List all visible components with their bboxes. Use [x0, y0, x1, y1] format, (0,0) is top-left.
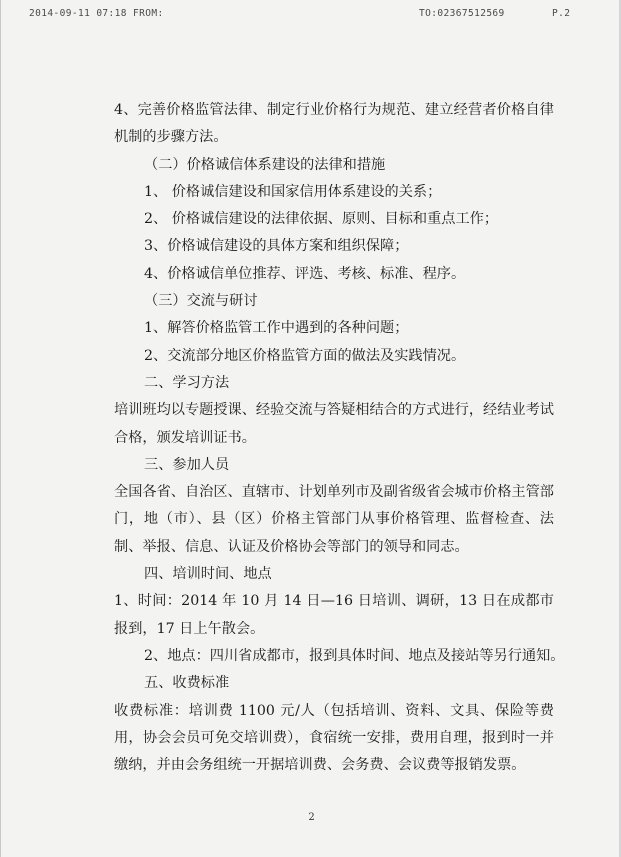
page-number: 2 [308, 812, 315, 823]
paragraph: 3、价格诚信建设的具体方案和组织保障； [144, 238, 409, 255]
paragraph: （二）价格诚信体系建设的法律和措施 [144, 156, 386, 173]
paragraph: 2、交流部分地区价格监管方面的做法及实践情况。 [144, 347, 466, 364]
paragraph: 三、参加人员 [144, 456, 230, 473]
paragraph: 1、时间：2014 年 10 月 14 日—16 日培训、调研，13 日在成都市报到，17 日上午散会。 [114, 593, 554, 637]
paragraph: 4、完善价格监管法律、制定行业价格行为规范、建立经营者价格自律机制的步骤方法。 [114, 102, 554, 146]
paragraph: （三）交流与研讨 [144, 293, 258, 310]
paragraph: 二、学习方法 [144, 374, 230, 391]
paragraph: 2、 价格诚信建设的法律依据、原则、目标和重点工作； [144, 211, 499, 228]
paragraph: 全国各省、自治区、直辖市、计划单列市及副省级省会城市价格主管部门，地（市）、县（区）价格主管部门从事价格管理、监督检查、法制、举报、信息、认证及价格协会等部门的领导和同志。 [114, 484, 554, 555]
paragraph: 2、地点：四川省成都市，报到具体时间、地点及接站等另行通知。 [144, 647, 565, 664]
fax-page-label: P.2 [552, 8, 571, 19]
paragraph: 五、收费标准 [144, 675, 230, 692]
paragraph: 1、解答价格监管工作中遇到的各种问题； [144, 320, 409, 337]
document-body [114, 97, 565, 779]
paragraph: 1、 价格诚信建设和国家信用体系建设的关系； [144, 183, 442, 200]
fax-to-number: TO:02367512569 [419, 8, 505, 19]
fax-datetime-from: 2014-09-11 07:18 FROM: [29, 8, 164, 19]
paragraph: 收费标准：培训费 1100 元/人（包括培训、资料、文具、保险等费用，协会会员可免交培训费），食宿统一安排，费用自理，报到时一并缴纳，并由会务组统一开据培训费、会务费、会议费等报销发票。 [114, 702, 554, 774]
paragraph: 4、价格诚信单位推荐、评选、考核、标准、程序。 [144, 265, 466, 282]
paragraph: 四、培训时间、地点 [144, 566, 272, 583]
paragraph: 培训班均以专题授课、经验交流与答疑相结合的方式进行，经结业考试合格，颁发培训证书。 [114, 402, 554, 446]
fax-header [1, 8, 621, 26]
